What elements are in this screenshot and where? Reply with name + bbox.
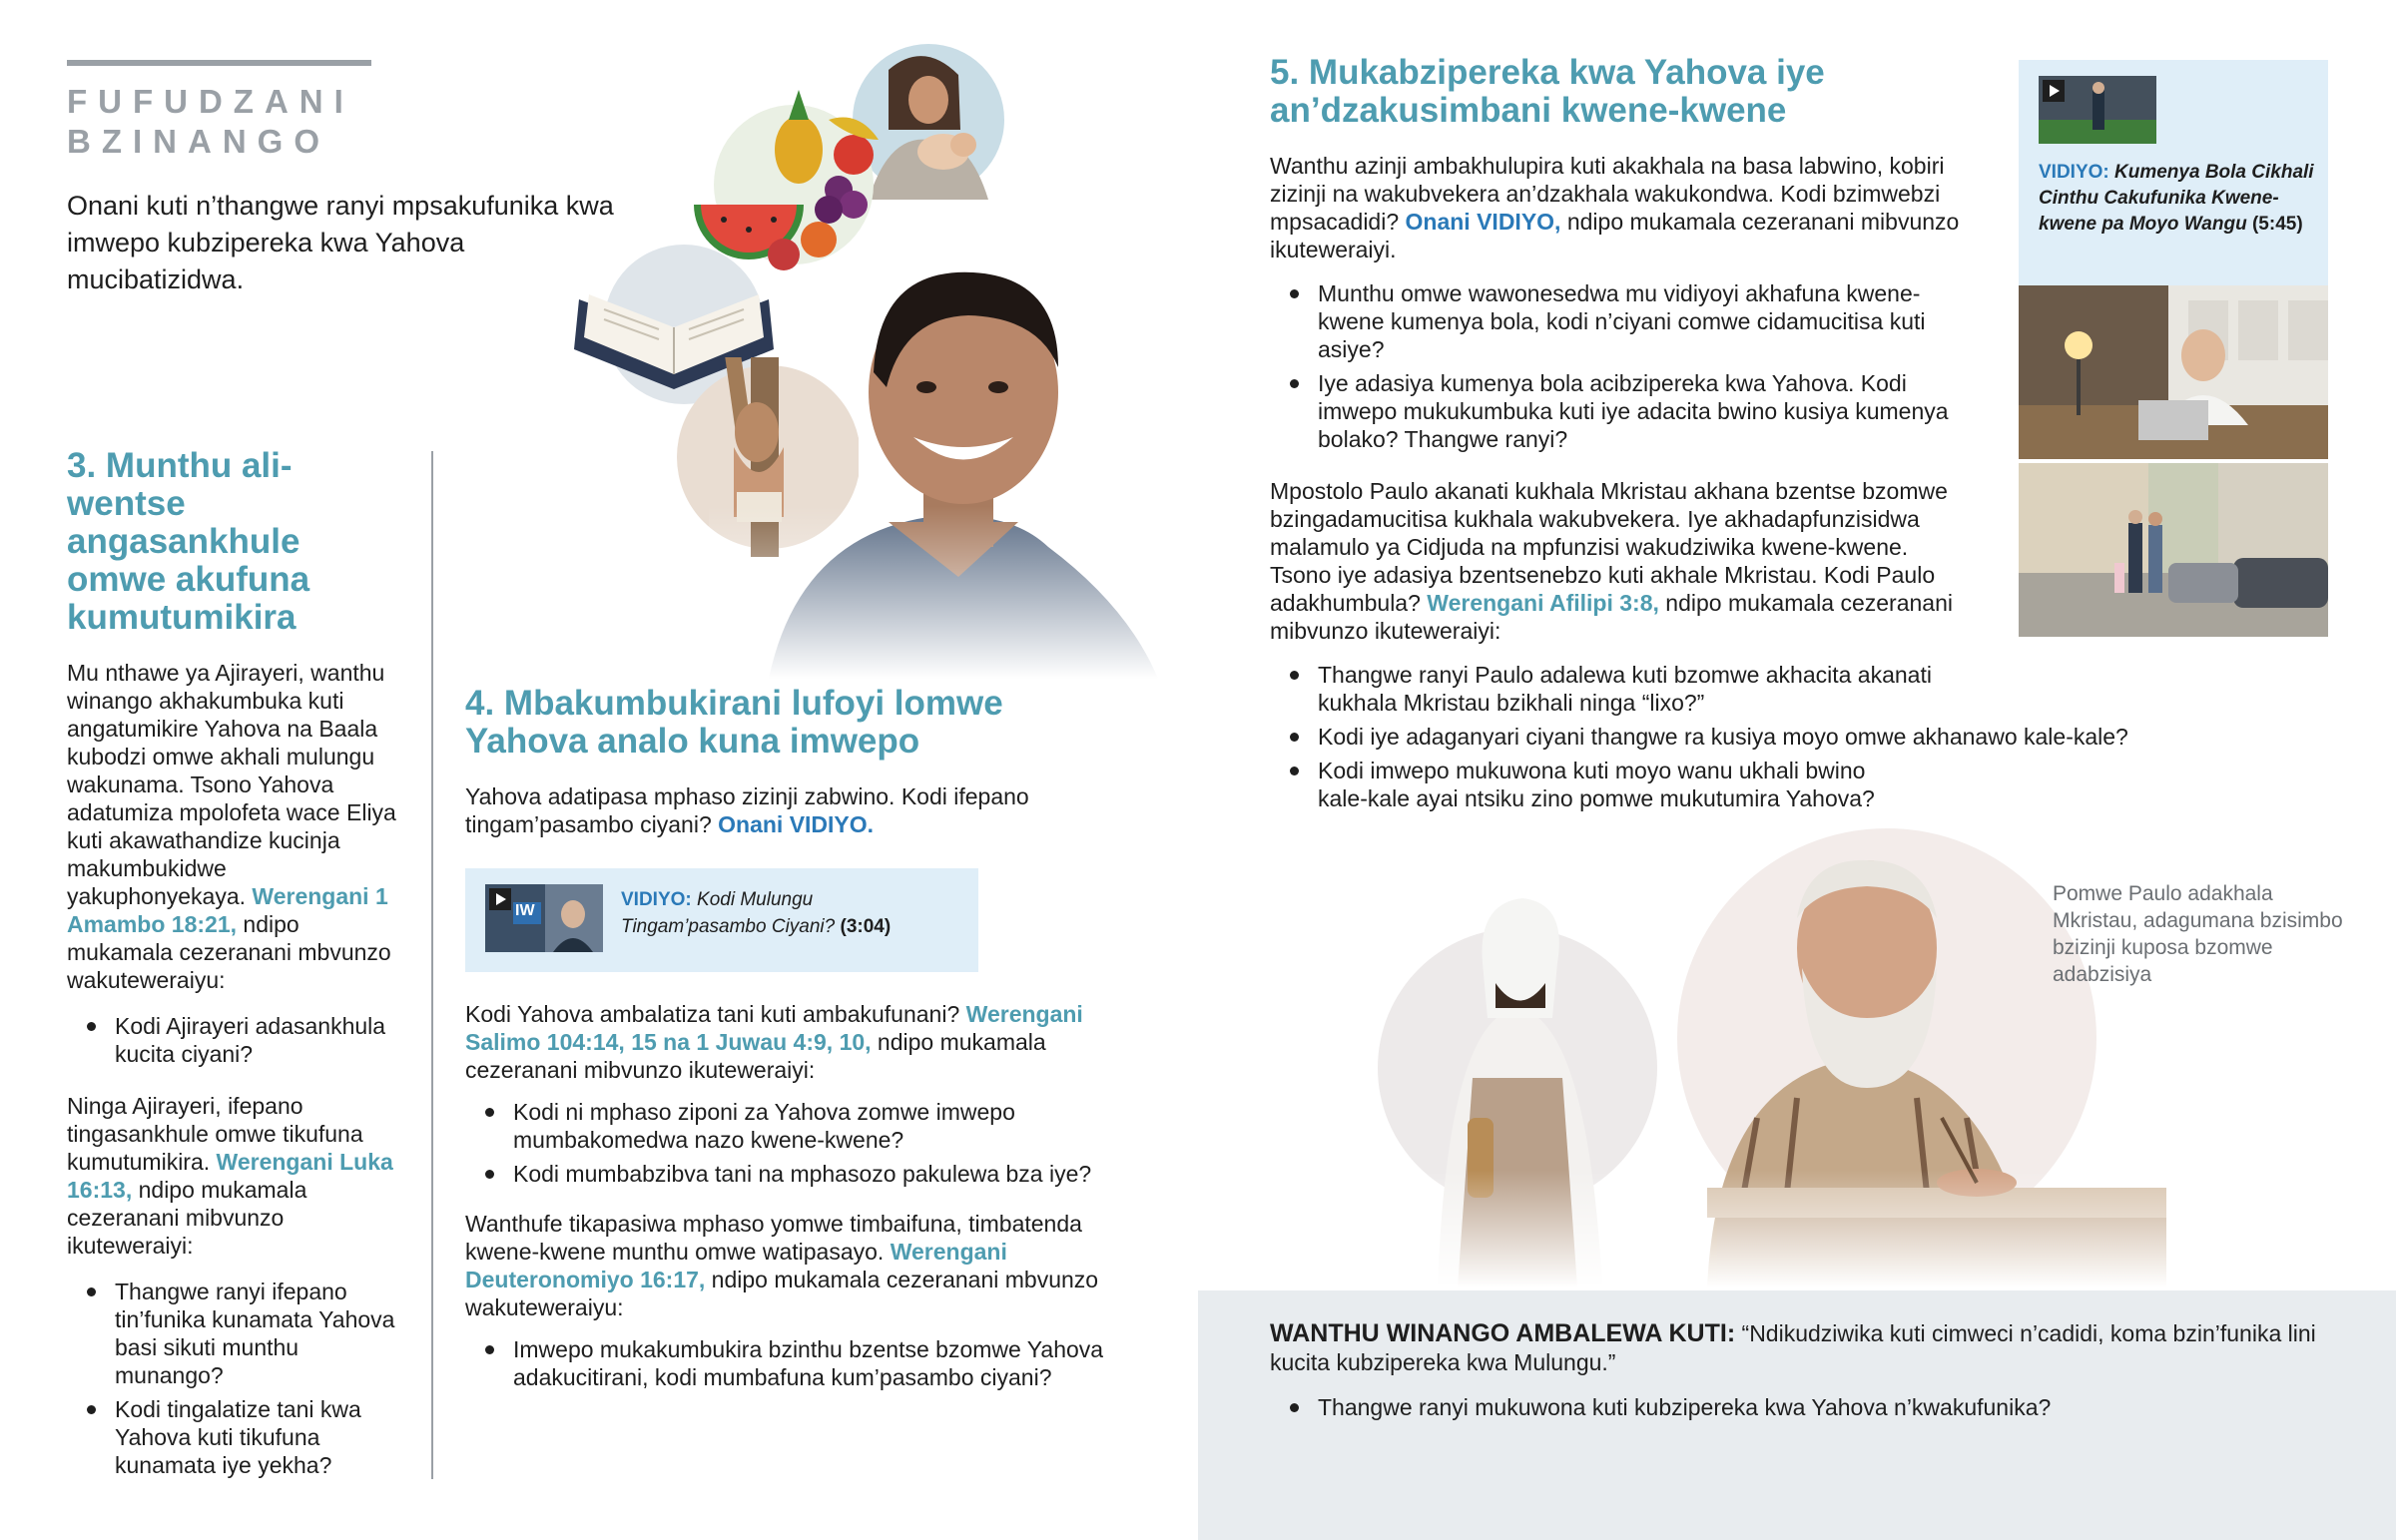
question-item: Munthu omwe wawonesedwa mu vidiyoyi akhafuna kwene-kwene kumenya bola, kodi n’ciyani comwe cidamucitisa kuti asiye? — [1270, 279, 1969, 363]
section4-questions3 — [465, 1335, 1128, 1391]
play-icon[interactable] — [2043, 80, 2065, 102]
question-item: Kodi Ajirayeri adasankhula kucita ciyani? — [67, 1012, 406, 1068]
watch-video-link[interactable]: Onani VIDIYO. — [718, 811, 875, 837]
video-duration: (5:45) — [2251, 214, 2303, 235]
paul-caption: Pomwe Paulo adakhala Mkristau, adagumana bzisimbo bzizinji kuposa bzomwe adabzisiya — [2053, 882, 2343, 986]
section5-para2-text: Mpostolo Paulo akanati kukhala Mkristau akhana bzentse bzomwe bzingadamucitisa kukhala wakubvekera. Iye akhadapfunzisidwa malamulo ya Cidjuda na mpfunzisi wakudziwika kwene-kwene. Tsono iye adasiya bzentsenebzo kuti akhale Mkristau. Kodi Paulo adakhumbula? — [1270, 478, 1948, 616]
section4-para1-text: Yahova adatipasa mphaso zizinji zabwino. Kodi ifepano tingam’pasambo ciyani? — [465, 783, 1029, 837]
video-label: VIDIYO: — [2039, 162, 2109, 183]
scripture-link-afilipi[interactable]: Werengani Afilipi 3:8, — [1427, 590, 1659, 616]
section4-questions2 — [465, 1098, 1128, 1188]
section4 — [465, 685, 1134, 1397]
others-say-text — [1270, 1319, 2338, 1377]
column-divider — [431, 451, 433, 1479]
recap-heading-line2: BZINANGO — [67, 123, 330, 160]
section5-title: 5. Mukabzipereka kwa Yahova iye an’dzakusimbani kwene-kwene — [1270, 53, 1825, 130]
young-man-image — [709, 248, 1178, 679]
question-item: Kodi ni mphaso ziponi za Yahova zomwe imwepo mumbakomedwa nazo kwene-kwene? — [465, 1098, 1128, 1154]
section4-para1 — [465, 782, 1114, 838]
video-card-text — [2039, 160, 2318, 238]
question-item: Kodi mumbabzibva tani na mphasozo pakulewa bza iye? — [465, 1160, 1128, 1188]
question-item: Thangwe ranyi Paulo adalewa kuti bzomwe akhacita akanati kukhala Mkristau bzikhali ninga “lixo?” — [1270, 661, 1957, 717]
section3-title: 3. Munthu ali-wentse angasankhule omwe akufuna kumutumikira — [67, 446, 310, 637]
section5-para1-tail: ndipo mukamala cezeranani mibvunzo ikuteweraiyi. — [1270, 209, 1960, 262]
section3-para1-tail: ndipo mukamala cezeranani mbvunzo wakuteweraiyu: — [67, 911, 391, 993]
section5-para1 — [1270, 152, 1969, 263]
question-item: Kodi imwepo mukuwona kuti moyo wanu ukhali bwino kale-kale ayai ntsiku zino pomwe mukutumira Yahova? — [1270, 757, 1877, 812]
section4-para2-text: Kodi Yahova ambalatiza tani kuti ambakufunani? — [465, 1001, 966, 1027]
section4-para2-tail: ndipo mukamala cezeranani mibvunzo ikuteweraiyi: — [465, 1029, 1046, 1083]
play-icon[interactable] — [489, 888, 511, 910]
recap-intro: Onani kuti n’thangwe ranyi mpsakufunika kwa imwepo kubzipereka kwa Yahova mucibatizidwa. — [67, 191, 614, 294]
section5-questions1 — [1270, 279, 1969, 453]
question-item: Imwepo mukakumbukira bzinthu bzentse bzomwe Yahova adakucitirani, kodi mumbafuna kum’pasambo ciyani? — [465, 1335, 1128, 1391]
question-item: Iye adasiya kumenya bola acibzipereka kwa Yahova. Kodi imwepo mukukumbuka kuti iye adacita bwino kusiya kumenya bolako? Thangwe ranyi? — [1270, 369, 1969, 453]
video-thumb-badge: IW — [515, 902, 535, 919]
section3-questions2 — [67, 1278, 406, 1479]
others-say-quote: “Ndikudziwika kuti cimweci n’cadidi, koma bzin’funika lini kucita kubzipereka kwa Mulungu.” — [1270, 1320, 2316, 1375]
section5-questions2 — [1270, 661, 2148, 812]
section3-para2-text: Ninga Ajirayeri, ifepano tingasankhule omwe tikufuna kumutumikira. — [67, 1093, 363, 1175]
section4-para3-tail: ndipo mukamala cezeranani mbvunzo wakuteweraiyu: — [465, 1267, 1099, 1320]
question-item: Thangwe ranyi ifepano tin’funika kunamata Yahova basi sikuti munthu munango? — [67, 1278, 406, 1389]
video-card[interactable] — [465, 868, 978, 972]
section3-para2 — [67, 1092, 406, 1260]
man-laptop-photo — [2019, 285, 2328, 459]
section3-para2-tail: ndipo mukamala cezeranani mibvunzo ikuteweraiyi: — [67, 1177, 307, 1259]
others-say — [1270, 1319, 2348, 1427]
scripture-link-deuteronomiyo[interactable]: Werengani Deuteronomiyo 16:17, — [465, 1239, 1007, 1292]
section4-title: 4. Mbakumbukirani lufoyi lomwe Yahova analo kuna imwepo — [465, 684, 1003, 761]
section4-para2 — [465, 1000, 1128, 1084]
section3-questions1 — [67, 1012, 406, 1068]
recap-rule — [67, 60, 371, 66]
video-card-football[interactable] — [2019, 60, 2328, 285]
section5 — [1270, 53, 2128, 818]
section3-para1-text: Mu nthawe ya Ajirayeri, wanthu winango akhakumbuka kuti angatumikire Yahova na Baala kubodzi omwe akhali mulungu wakunama. Tsono Yahova adatumiza mpolofeta wace Eliya kuti akawathandize kucinja makumbukidwe yakuphonyekaya. — [67, 660, 396, 909]
video-title: Kumenya Bola Cikhali Cinthu Cakufunika Kwene-kwene pa Moyo Wangu — [2039, 162, 2314, 235]
family-street-photo — [2019, 463, 2328, 637]
section5-para2 — [1270, 477, 1969, 645]
others-say-questions — [1270, 1393, 2348, 1421]
section5-para2-tail: ndipo mukamala cezeranani mibvunzo ikuteweraiyi: — [1270, 590, 1953, 644]
question-item: Thangwe ranyi mukuwona kuti kubzipereka kwa Yahova n’kwakufunika? — [1270, 1393, 2348, 1421]
video-label: VIDIYO: — [621, 889, 692, 910]
video-title: Kodi Mulungu Tingam’pasambo Ciyani? — [621, 889, 836, 937]
hero-illustration — [559, 40, 1178, 679]
recap-heading — [67, 82, 354, 162]
recap-heading-line1: FUFUDZANI — [67, 83, 354, 120]
video-duration: (3:04) — [840, 916, 892, 937]
video-card-text — [621, 886, 960, 940]
others-say-label: WANTHU WINANGO AMBALEWA KUTI: — [1270, 1319, 1736, 1347]
section4-para3-text: Wanthufe tikapasiwa mphaso yomwe timbaifuna, timbatenda kwene-kwene munthu omwe watipasayo. — [465, 1211, 1082, 1265]
watch-video-link[interactable]: Onani VIDIYO, — [1405, 209, 1561, 235]
section5-para1-text: Wanthu azinji ambakhulupira kuti akakhala na basa labwino, kobiri zizinji na wakubvekera an’dzakhala wakukondwa. Kodi bzimwebzi mpsacadidi? — [1270, 153, 1945, 235]
scripture-link-luka[interactable]: Werengani Luka 16:13, — [67, 1149, 393, 1203]
question-item: Kodi tingalatize tani kwa Yahova kuti tikufuna kunamata iye yekha? — [67, 1395, 406, 1479]
question-item: Kodi iye adaganyari ciyani thangwe ra kusiya moyo omwe akhanawo kale-kale? — [1270, 723, 2148, 751]
section4-para3 — [465, 1210, 1128, 1321]
scripture-link-1-amambo[interactable]: Werengani 1 Amambo 18:21, — [67, 883, 388, 937]
section3 — [67, 447, 406, 1485]
scripture-link-salimo-juwau[interactable]: Werengani Salimo 104:14, 15 na 1 Juwau 4:9, 10, — [465, 1001, 1083, 1055]
section3-para1 — [67, 659, 406, 994]
